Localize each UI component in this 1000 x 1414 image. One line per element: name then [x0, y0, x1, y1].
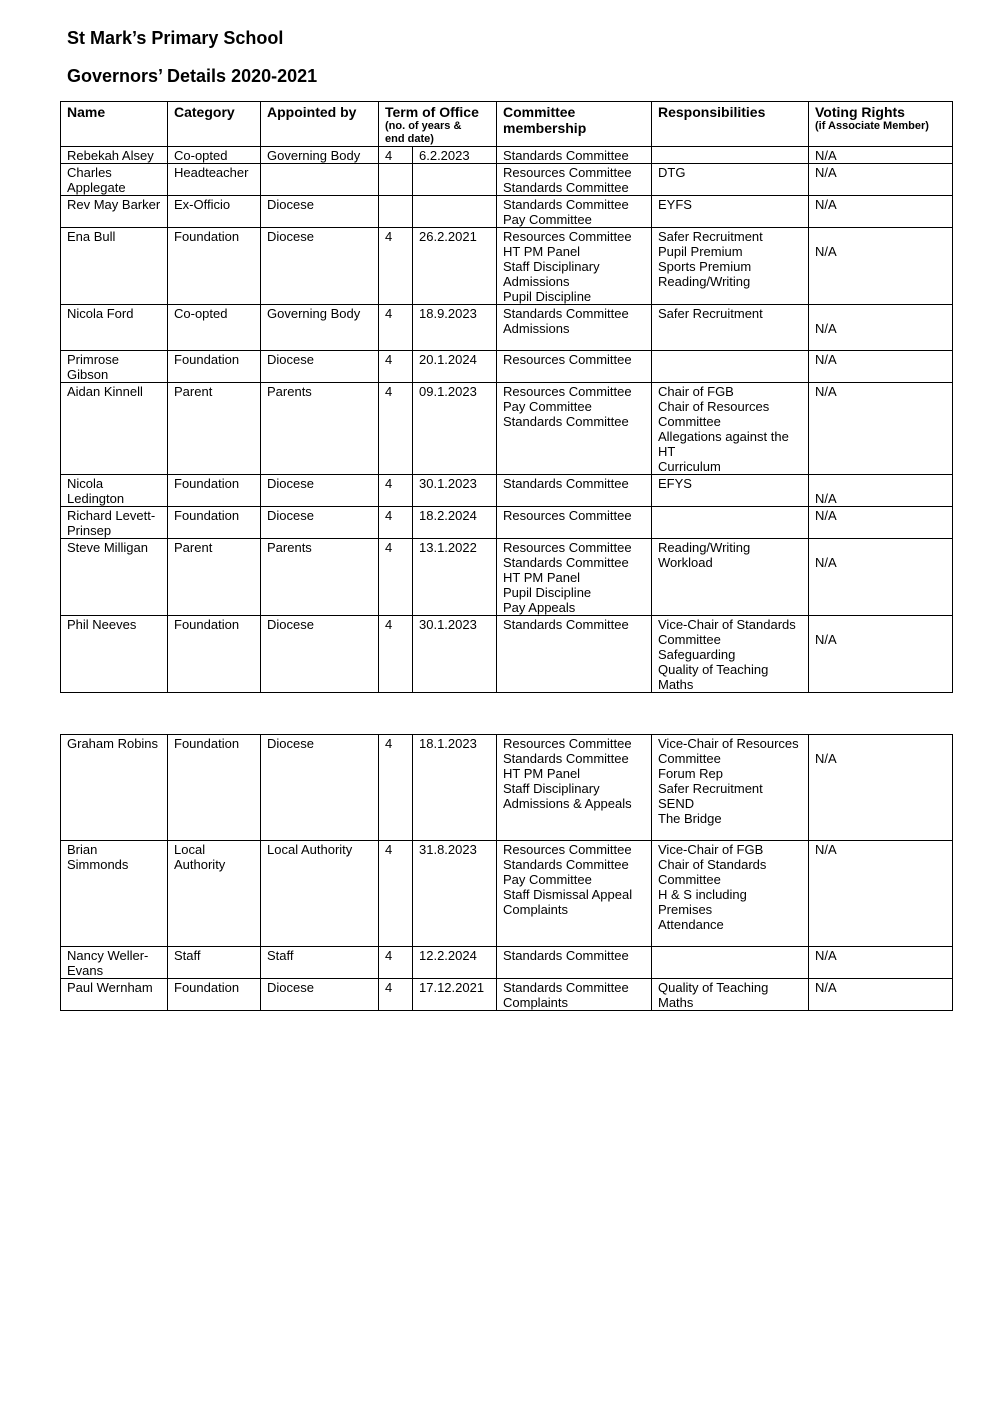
- responsibilities: [652, 841, 809, 947]
- voting-rights: N/A: [809, 947, 953, 979]
- table-row: [61, 841, 953, 947]
- header-committee: Committee membership: [497, 102, 652, 147]
- responsibilities-item: Vice-Chair of FGB: [658, 842, 764, 857]
- term-end-date: [413, 196, 497, 228]
- committee-membership-item: Pay Committee: [503, 399, 592, 414]
- governor-category: Local Authority: [168, 841, 261, 947]
- governor-appointed-by: Parents: [261, 539, 379, 616]
- table-row: [61, 507, 953, 539]
- responsibilities: [652, 507, 809, 539]
- governor-category: Parent: [168, 383, 261, 475]
- governor-category: Foundation: [168, 351, 261, 383]
- committee-membership: [497, 305, 652, 351]
- table-row: [61, 196, 953, 228]
- responsibilities-item: The Bridge: [658, 811, 722, 826]
- governor-name: Phil Neeves: [61, 616, 168, 693]
- governor-category: Ex-Officio: [168, 196, 261, 228]
- term-end-date: [413, 164, 497, 196]
- committee-membership-item: Standards Committee: [503, 617, 629, 632]
- responsibilities-item: Sports Premium: [658, 259, 752, 274]
- governor-name: Charles Applegate: [61, 164, 168, 196]
- governor-category: Foundation: [168, 979, 261, 1011]
- responsibilities-item: HT: [658, 444, 676, 459]
- committee-membership: [497, 147, 652, 164]
- responsibilities-item: DTG: [658, 165, 686, 180]
- responsibilities-item: Committee: [658, 751, 721, 766]
- committee-membership-item: Admissions & Appeals: [503, 796, 632, 811]
- committee-membership-item: Staff Disciplinary: [503, 781, 600, 796]
- responsibilities-item: Workload: [658, 555, 713, 570]
- governor-name: Richard Levett-Prinsep: [61, 507, 168, 539]
- responsibilities-item: Safer Recruitment: [658, 306, 763, 321]
- committee-membership-item: Standards Committee: [503, 555, 629, 570]
- term-years: [379, 196, 413, 228]
- responsibilities-item: Chair of Standards: [658, 857, 767, 872]
- responsibilities: [652, 383, 809, 475]
- voting-rights: N/A: [809, 841, 953, 947]
- governor-category: Co-opted: [168, 305, 261, 351]
- committee-membership-item: HT PM Panel: [503, 766, 581, 781]
- committee-membership-item: HT PM Panel: [503, 244, 581, 259]
- committee-membership: [497, 616, 652, 693]
- header-term-sub: (no. of years & end date): [385, 120, 462, 145]
- table-row: [61, 735, 953, 841]
- responsibilities-item: Allegations against the: [658, 429, 789, 444]
- header-voting-label: Voting Rights: [815, 104, 905, 120]
- committee-membership-item: Admissions: [503, 274, 570, 289]
- term-years: 4: [379, 947, 413, 979]
- responsibilities-item: Safeguarding: [658, 647, 736, 662]
- governor-category: Foundation: [168, 616, 261, 693]
- term-years: 4: [379, 735, 413, 841]
- committee-membership: [497, 947, 652, 979]
- governor-category: Headteacher: [168, 164, 261, 196]
- term-end-date: 12.2.2024: [413, 947, 497, 979]
- committee-membership-item: Standards Committee: [503, 180, 629, 195]
- term-years: 4: [379, 228, 413, 305]
- responsibilities-item: EFYS: [658, 476, 692, 491]
- voting-rights: N/A: [809, 228, 953, 305]
- committee-membership-item: Complaints: [503, 995, 569, 1010]
- committee-membership-item: Standards Committee: [503, 414, 629, 429]
- document-title: Governors’ Details 2020-2021: [67, 66, 318, 86]
- table-row: [61, 305, 953, 351]
- governor-name: Ena Bull: [61, 228, 168, 305]
- voting-rights: N/A: [809, 196, 953, 228]
- responsibilities-item: Curriculum: [658, 459, 721, 474]
- voting-rights: N/A: [809, 475, 953, 507]
- governor-category: Parent: [168, 539, 261, 616]
- committee-membership-item: Resources Committee: [503, 736, 632, 751]
- responsibilities: [652, 351, 809, 383]
- responsibilities-item: Reading/Writing: [658, 540, 751, 555]
- responsibilities-item: Maths: [658, 677, 694, 692]
- term-years: 4: [379, 351, 413, 383]
- responsibilities-item: SEND: [658, 796, 695, 811]
- committee-membership: [497, 475, 652, 507]
- committee-membership: [497, 841, 652, 947]
- table-header-row: [61, 102, 953, 147]
- table-row: [61, 616, 953, 693]
- responsibilities: [652, 735, 809, 841]
- voting-rights: N/A: [809, 305, 953, 351]
- responsibilities: [652, 539, 809, 616]
- responsibilities-item: Chair of Resources: [658, 399, 770, 414]
- table-row: [61, 147, 953, 164]
- governor-appointed-by: Diocese: [261, 351, 379, 383]
- committee-membership-item: Resources Committee: [503, 540, 632, 555]
- term-years: 4: [379, 539, 413, 616]
- governor-category: Foundation: [168, 507, 261, 539]
- header-term-label: Term of Office: [385, 104, 479, 120]
- term-end-date: 30.1.2023: [413, 475, 497, 507]
- governor-category: Foundation: [168, 735, 261, 841]
- header-category: Category: [168, 102, 261, 147]
- governor-name: Steve Milligan: [61, 539, 168, 616]
- responsibilities-item: Reading/Writing: [658, 274, 751, 289]
- responsibilities-item: Quality of Teaching: [658, 980, 769, 995]
- table-row: [61, 475, 953, 507]
- term-end-date: 31.8.2023: [413, 841, 497, 947]
- header-appointed-by: Appointed by: [261, 102, 379, 147]
- committee-membership-item: Resources Committee: [503, 384, 632, 399]
- committee-membership-item: Staff Disciplinary: [503, 259, 600, 274]
- responsibilities-item: EYFS: [658, 197, 692, 212]
- responsibilities-item: H & S including: [658, 887, 747, 902]
- committee-membership: [497, 196, 652, 228]
- responsibilities-item: Vice-Chair of Standards: [658, 617, 796, 632]
- committee-membership-item: Standards Committee: [503, 306, 629, 321]
- table-row: [61, 228, 953, 305]
- governors-table-main: [60, 101, 953, 693]
- committee-membership-item: Standards Committee: [503, 197, 629, 212]
- governor-category: Foundation: [168, 475, 261, 507]
- term-years: [379, 164, 413, 196]
- governor-appointed-by: Governing Body: [261, 147, 379, 164]
- responsibilities-item: Safer Recruitment: [658, 229, 763, 244]
- committee-membership: [497, 228, 652, 305]
- governors-table-continued-body: [61, 735, 953, 1011]
- governors-table-main-body: [61, 147, 953, 693]
- responsibilities-item: Committee: [658, 872, 721, 887]
- governor-name: Nancy Weller-Evans: [61, 947, 168, 979]
- voting-rights: N/A: [809, 383, 953, 475]
- term-end-date: 18.2.2024: [413, 507, 497, 539]
- governor-name: Rebekah Alsey: [61, 147, 168, 164]
- committee-membership-item: Staff Dismissal Appeal: [503, 887, 633, 902]
- table-row: [61, 539, 953, 616]
- governor-appointed-by: Diocese: [261, 475, 379, 507]
- committee-membership-item: Standards Committee: [503, 857, 629, 872]
- responsibilities: [652, 947, 809, 979]
- governor-appointed-by: Local Authority: [261, 841, 379, 947]
- governor-name: Paul Wernham: [61, 979, 168, 1011]
- governor-name: Nicola Ford: [61, 305, 168, 351]
- term-years: 4: [379, 979, 413, 1011]
- header-voting-sub: (if Associate Member): [815, 120, 929, 132]
- governor-appointed-by: Governing Body: [261, 305, 379, 351]
- committee-membership-item: Pay Committee: [503, 872, 592, 887]
- header-name: Name: [61, 102, 168, 147]
- voting-rights: N/A: [809, 507, 953, 539]
- header-voting-rights: [809, 102, 953, 147]
- committee-membership-item: Resources Committee: [503, 352, 632, 367]
- governor-name: Nicola Ledington: [61, 475, 168, 507]
- voting-rights: N/A: [809, 735, 953, 841]
- term-end-date: 30.1.2023: [413, 616, 497, 693]
- governor-appointed-by: Staff: [261, 947, 379, 979]
- committee-membership-item: Pupil Discipline: [503, 289, 592, 304]
- responsibilities: [652, 196, 809, 228]
- responsibilities-item: Attendance: [658, 917, 724, 932]
- responsibilities-item: Quality of Teaching: [658, 662, 769, 677]
- responsibilities: [652, 147, 809, 164]
- governors-table-continued: [60, 734, 953, 1011]
- committee-membership-item: Standards Committee: [503, 980, 629, 995]
- responsibilities: [652, 979, 809, 1011]
- committee-membership-item: HT PM Panel: [503, 570, 581, 585]
- committee-membership: [497, 164, 652, 196]
- voting-rights: N/A: [809, 147, 953, 164]
- term-end-date: 17.12.2021: [413, 979, 497, 1011]
- committee-membership: [497, 979, 652, 1011]
- voting-rights: N/A: [809, 616, 953, 693]
- committee-membership-item: Pay Appeals: [503, 600, 576, 615]
- governor-appointed-by: Diocese: [261, 979, 379, 1011]
- term-end-date: 26.2.2021: [413, 228, 497, 305]
- term-end-date: 6.2.2023: [413, 147, 497, 164]
- term-end-date: 18.1.2023: [413, 735, 497, 841]
- governor-category: Foundation: [168, 228, 261, 305]
- committee-membership-item: Pay Committee: [503, 212, 592, 227]
- term-end-date: 13.1.2022: [413, 539, 497, 616]
- voting-rights: N/A: [809, 979, 953, 1011]
- committee-membership: [497, 507, 652, 539]
- committee-membership: [497, 351, 652, 383]
- term-years: 4: [379, 616, 413, 693]
- governor-appointed-by: Diocese: [261, 196, 379, 228]
- term-end-date: 18.9.2023: [413, 305, 497, 351]
- responsibilities-item: Chair of FGB: [658, 384, 734, 399]
- committee-membership: [497, 539, 652, 616]
- governor-appointed-by: Diocese: [261, 507, 379, 539]
- responsibilities-item: Premises: [658, 902, 713, 917]
- table-row: [61, 164, 953, 196]
- governor-appointed-by: Parents: [261, 383, 379, 475]
- committee-membership-item: Standards Committee: [503, 948, 629, 963]
- committee-membership: [497, 383, 652, 475]
- governor-appointed-by: [261, 164, 379, 196]
- responsibilities-item: Committee: [658, 414, 721, 429]
- term-end-date: 20.1.2024: [413, 351, 497, 383]
- responsibilities: [652, 164, 809, 196]
- term-years: 4: [379, 507, 413, 539]
- committee-membership-item: Standards Committee: [503, 476, 629, 491]
- table-row: [61, 979, 953, 1011]
- committee-membership: [497, 735, 652, 841]
- responsibilities-item: Maths: [658, 995, 694, 1010]
- term-years: 4: [379, 147, 413, 164]
- responsibilities-item: Committee: [658, 632, 721, 647]
- school-name: St Mark’s Primary School: [67, 28, 284, 48]
- responsibilities: [652, 475, 809, 507]
- governor-category: Co-opted: [168, 147, 261, 164]
- committee-membership-item: Resources Committee: [503, 842, 632, 857]
- responsibilities: [652, 228, 809, 305]
- governor-category: Staff: [168, 947, 261, 979]
- voting-rights: N/A: [809, 351, 953, 383]
- responsibilities: [652, 305, 809, 351]
- committee-membership-item: Resources Committee: [503, 165, 632, 180]
- responsibilities: [652, 616, 809, 693]
- responsibilities-item: Safer Recruitment: [658, 781, 763, 796]
- governor-name: Graham Robins: [61, 735, 168, 841]
- voting-rights: N/A: [809, 539, 953, 616]
- table-row: [61, 947, 953, 979]
- header-responsibilities: Responsibilities: [652, 102, 809, 147]
- table-row: [61, 351, 953, 383]
- term-end-date: 09.1.2023: [413, 383, 497, 475]
- committee-membership-item: Standards Committee: [503, 148, 629, 163]
- governor-appointed-by: Diocese: [261, 735, 379, 841]
- term-years: 4: [379, 305, 413, 351]
- term-years: 4: [379, 841, 413, 947]
- table-row: [61, 383, 953, 475]
- header-term-of-office: [379, 102, 497, 147]
- committee-membership-item: Pupil Discipline: [503, 585, 592, 600]
- responsibilities-item: Vice-Chair of Resources: [658, 736, 799, 751]
- governor-appointed-by: Diocese: [261, 616, 379, 693]
- term-years: 4: [379, 383, 413, 475]
- committee-membership-item: Resources Committee: [503, 508, 632, 523]
- committee-membership-item: Standards Committee: [503, 751, 629, 766]
- governor-name: Brian Simmonds: [61, 841, 168, 947]
- voting-rights: N/A: [809, 164, 953, 196]
- responsibilities-item: Forum Rep: [658, 766, 724, 781]
- committee-membership-item: Resources Committee: [503, 229, 632, 244]
- governor-name: Primrose Gibson: [61, 351, 168, 383]
- term-years: 4: [379, 475, 413, 507]
- governor-name: Aidan Kinnell: [61, 383, 168, 475]
- committee-membership-item: Admissions: [503, 321, 570, 336]
- committee-membership-item: Complaints: [503, 902, 569, 917]
- responsibilities-item: Pupil Premium: [658, 244, 743, 259]
- governor-name: Rev May Barker: [61, 196, 168, 228]
- governor-appointed-by: Diocese: [261, 228, 379, 305]
